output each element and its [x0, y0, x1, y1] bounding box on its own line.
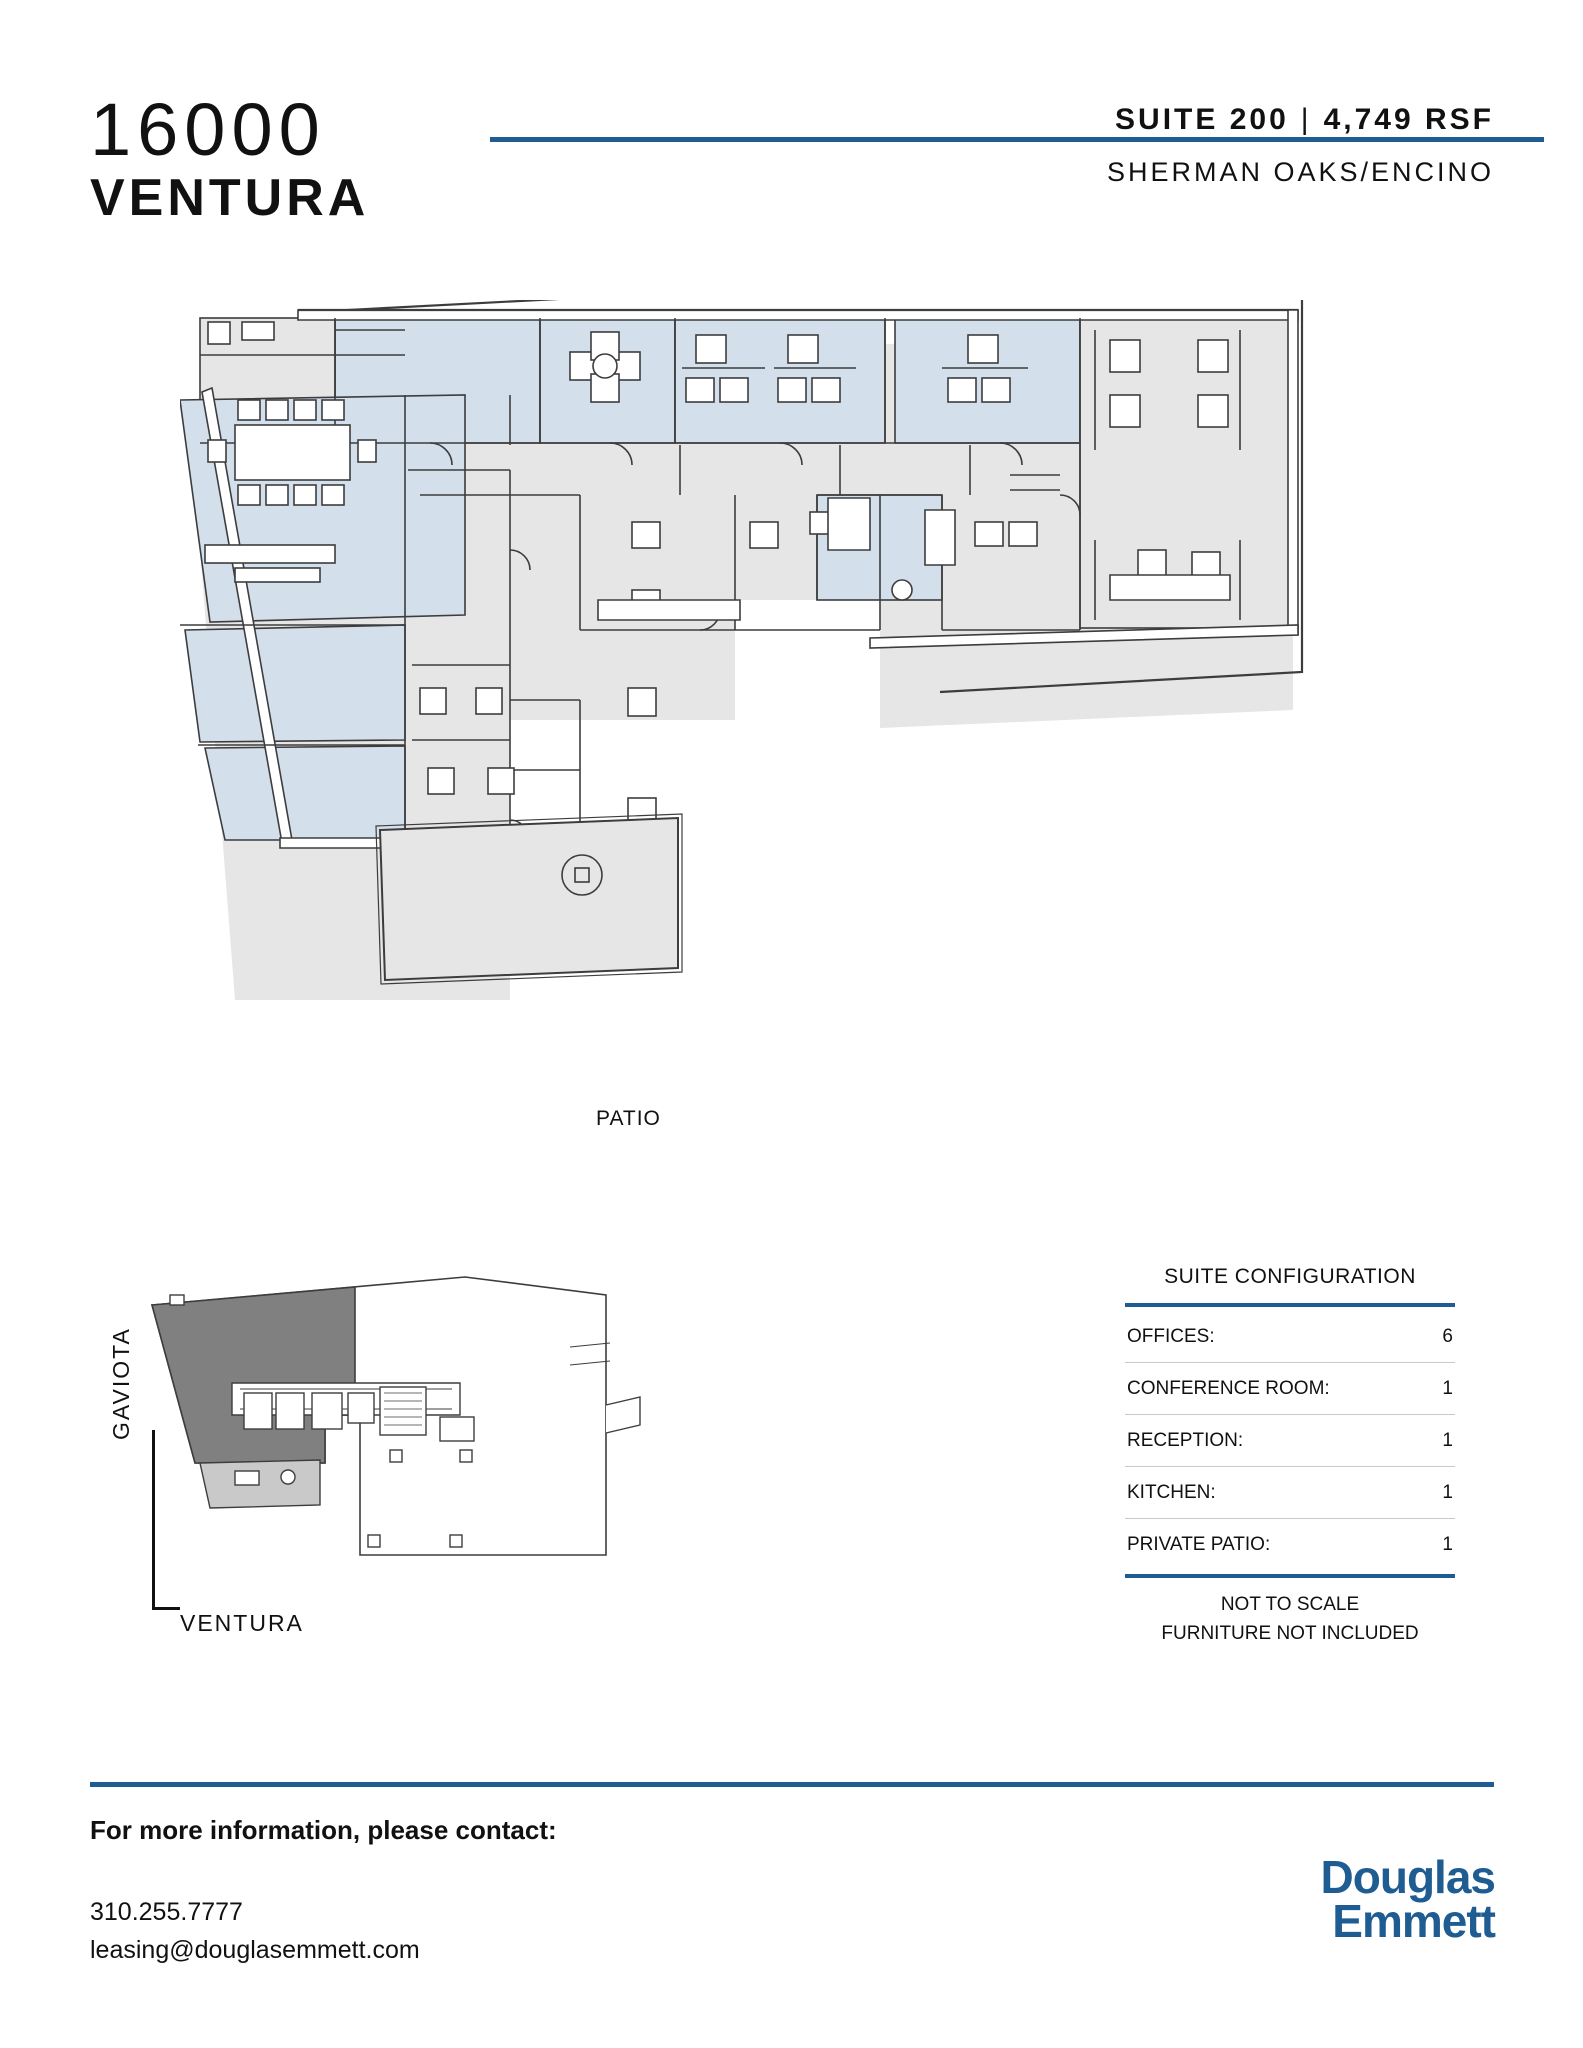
suite-configuration-panel: [1125, 1265, 1455, 1649]
patio-label: PATIO: [588, 1105, 669, 1133]
config-row-offices: [1125, 1311, 1455, 1363]
suite-number: SUITE 200: [1115, 103, 1289, 136]
configuration-notes: [1125, 1590, 1455, 1649]
config-label-offices: OFFICES:: [1127, 1326, 1215, 1347]
keyplan-axis-horizontal: [152, 1607, 180, 1610]
footer-divider-rule: [90, 1782, 1494, 1787]
note-furniture: FURNITURE NOT INCLUDED: [1161, 1623, 1419, 1645]
page-header: [90, 88, 1494, 245]
config-label-kitchen: KITCHEN:: [1127, 1482, 1216, 1503]
config-value-offices: 6: [1442, 1326, 1453, 1347]
suite-line: [874, 103, 1494, 137]
building-name: VENTURA: [90, 169, 370, 228]
keyplan-axis-vertical: [152, 1430, 155, 1610]
config-row-conference-room: [1125, 1363, 1455, 1415]
config-label-reception: RECEPTION:: [1127, 1430, 1244, 1451]
config-value-reception: 1: [1442, 1430, 1453, 1451]
building-number: 16000: [90, 88, 326, 171]
logo-line-emmett: Emmett: [1332, 1895, 1495, 1948]
configuration-bottom-rule: [1125, 1574, 1455, 1578]
street-label-ventura: VENTURA: [180, 1610, 304, 1636]
config-row-kitchen: [1125, 1467, 1455, 1519]
key-plan-diagram: [140, 1265, 710, 1595]
contact-phone[interactable]: 310.255.7777: [90, 1898, 243, 1926]
config-row-private-patio: [1125, 1519, 1455, 1570]
suite-divider: |: [1300, 103, 1312, 136]
header-divider-rule: [490, 137, 1544, 142]
submarket-label: SHERMAN OAKS/ENCINO: [1106, 157, 1494, 187]
config-value-private-patio: 1: [1442, 1534, 1453, 1555]
config-label-private-patio: PRIVATE PATIO:: [1127, 1534, 1271, 1555]
config-value-conference-room: 1: [1442, 1378, 1453, 1399]
logo-line-douglas: Douglas: [1320, 1851, 1495, 1903]
contact-email[interactable]: leasing@douglasemmett.com: [90, 1936, 420, 1964]
configuration-top-rule: [1125, 1303, 1455, 1307]
note-not-to-scale: NOT TO SCALE: [1220, 1594, 1360, 1615]
contact-heading: For more information, please contact:: [90, 1815, 557, 1845]
config-row-reception: [1125, 1415, 1455, 1467]
header-right-block: [874, 103, 1494, 137]
suite-rsf: 4,749 RSF: [1323, 103, 1494, 136]
config-label-conference-room: CONFERENCE ROOM:: [1127, 1378, 1330, 1399]
douglas-emmett-logo: [1320, 1851, 1495, 1948]
floor-plan-drawing: [180, 300, 1410, 1240]
configuration-rows: [1125, 1311, 1455, 1570]
street-label-gaviota: GAVIOTA: [108, 1327, 134, 1440]
configuration-title: SUITE CONFIGURATION: [1164, 1265, 1416, 1288]
config-value-kitchen: 1: [1442, 1482, 1453, 1503]
